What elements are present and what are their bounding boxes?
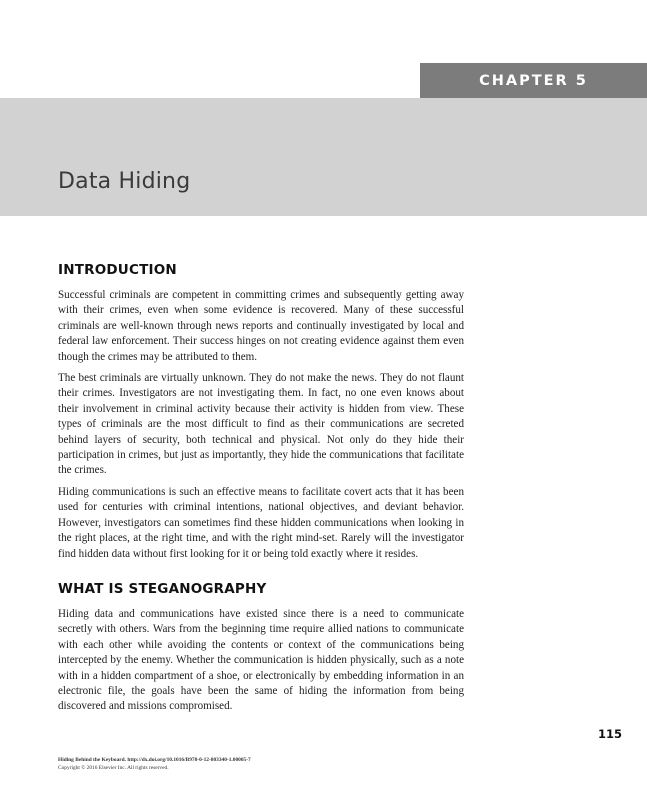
title-band	[0, 98, 647, 216]
page-number: 115	[598, 727, 623, 741]
footer	[58, 756, 251, 772]
section-heading-steganography: WHAT IS STEGANOGRAPHY	[58, 580, 267, 597]
paragraph: Hiding communications is such an effective means to facilitate covert acts that it has been used for centuries with criminal intentions, national objectives, and deviant behavior. However, investigators can sometimes find these hidden communications when looking in the right places, at the right time, and with the right mind-set. Rarely will the investigator find hidden data without first looking for it or being told exactly where it resides.	[58, 485, 464, 560]
footer-book-line: Hiding Behind the Keyboard. http://dx.doi.org/10.1016/B978-0-12-803340-1.00005-7	[58, 757, 251, 763]
section-heading-introduction: INTRODUCTION	[58, 262, 177, 278]
paragraph: The best criminals are virtually unknown. They do not make the news. They do not flaunt their crimes. Investigators are not investigating them. In fact, no one even knows about their involvement in criminal activity because their activity is hidden from view. These types of criminals are the most difficult to find as their communications are secreted behind layers of security, both technical and physical. Not only do they hide their participation in crimes, but just as importantly, they hide the communications that facilitate the crimes.	[58, 372, 464, 477]
footer-copyright: Copyright © 2016 Elsevier Inc. All rights reserved.	[58, 765, 169, 771]
body-text	[58, 262, 464, 721]
chapter-title: Data Hiding	[58, 169, 191, 194]
paragraph: Hiding data and communications have existed since there is a need to communicate secretly with others. Wars from the beginning time require allied nations to communicate with each other while avoiding the contents or context of the communications being intercepted by the enemy. Whether the communication is hidden physically, such as a note with in a hidden compartment of a shoe, or electronically by embedding information in an electronic file, the goals have been the same of hiding the information from being discovered and missions compromised.	[58, 607, 464, 713]
chapter-label: CHAPTER 5	[420, 63, 647, 98]
paragraph: Successful criminals are competent in committing crimes and subsequently getting away with their crimes, even when some evidence is recovered. Many of these successful criminals are well-known through news reports and continually investigated by local and federal law enforcement. Their success hinges on not creating evidence against them even though the crimes may be attributed to them.	[58, 289, 464, 363]
